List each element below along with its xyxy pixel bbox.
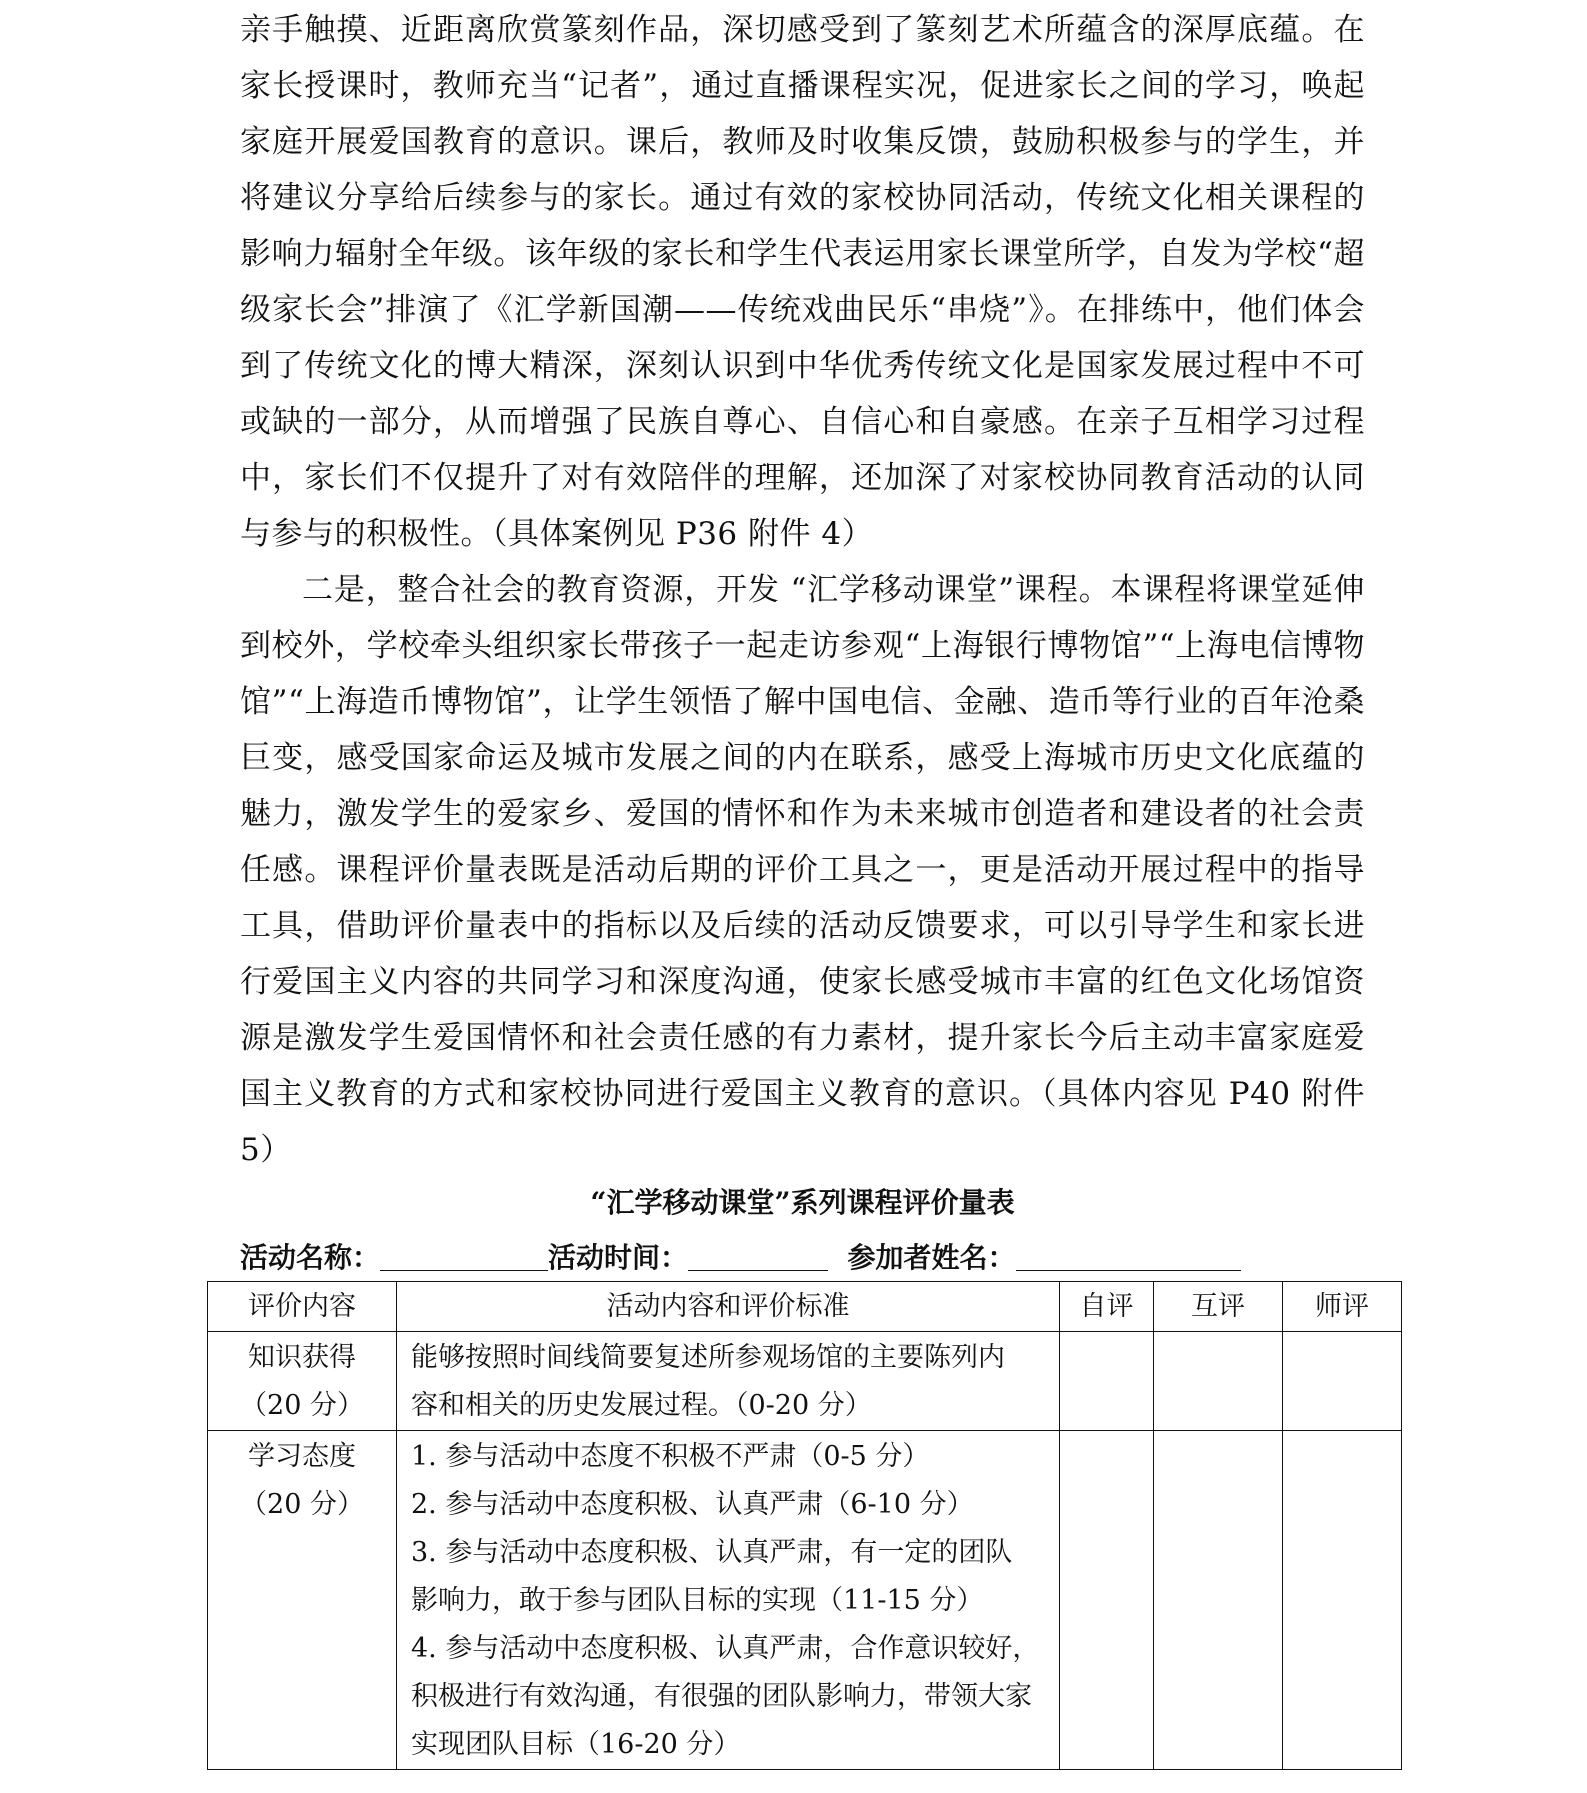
standard-line: 2. 参与活动中态度积极、认真严肃（6-10 分） <box>411 1489 974 1520</box>
table-row <box>208 1332 1402 1431</box>
criterion-name: 知识获得 <box>248 1342 356 1373</box>
criterion-name: 学习态度 <box>248 1441 356 1472</box>
activity-time-label: 活动时间： <box>548 1241 689 1274</box>
standard-line: 能够按照时间线简要复述所参观场馆的主要陈列内 <box>411 1342 1005 1373</box>
peer-score-cell[interactable] <box>1154 1332 1283 1431</box>
teacher-score-cell[interactable] <box>1283 1431 1402 1770</box>
evaluation-table <box>207 1281 1402 1770</box>
form-fields-line <box>240 1238 1365 1278</box>
criterion-cell <box>208 1332 397 1431</box>
standard-line: 1. 参与活动中态度不积极不严肃（0-5 分） <box>411 1441 930 1472</box>
standard-line: 实现团队目标（16-20 分） <box>411 1729 741 1760</box>
standard-line: 4. 参与活动中态度积极、认真严肃，合作意识较好， <box>411 1633 1040 1664</box>
criterion-points: （20 分） <box>240 1390 364 1421</box>
table-title: “汇学移动课堂”系列课程评价量表 <box>590 1186 1015 1219</box>
activity-time-blank <box>688 1240 828 1271</box>
teacher-score-cell[interactable] <box>1283 1332 1402 1431</box>
standard-line: 3. 参与活动中态度积极、认真严肃，有一定的团队 <box>411 1537 1013 1568</box>
header-self: 自评 <box>1060 1282 1154 1332</box>
table-header-row <box>208 1282 1402 1332</box>
header-content: 评价内容 <box>208 1282 397 1332</box>
table-row <box>208 1431 1402 1770</box>
standard-line: 容和相关的历史发展过程。（0-20 分） <box>411 1390 872 1421</box>
paragraph-mobile-classroom: 二是，整合社会的教育资源，开发 “汇学移动课堂”课程。本课程将课堂延伸到校外，学校牵头组织家长带孩子一起走访参观“上海银行博物馆”“上海电信博物馆”“上海造币博物馆”，让学生领悟了解中国电信、金融、造币等行业的百年沧桑巨变，感受国家命运及城市发展之间的内在联系，感受上海城市历史文化底蕴的魅力，激发学生的爱家乡、爱国的情怀和作为未来城市创造者和建设者的社会责任感。课程评价量表既是活动后期的评价工具之一，更是活动开展过程中的指导工具，借助评价量表中的指标以及后续的活动反馈要求，可以引导学生和家长进行爱国主义内容的共同学习和深度沟通，使家长感受城市丰富的红色文化场馆资源是激发学生爱国情怀和社会责任感的有力素材，提升家长今后主动丰富家庭爱国主义教育的方式和家校协同进行爱国主义教育的意识。（具体内容见 P40 附件 5） <box>240 572 1365 1168</box>
body-text <box>240 2 1365 1178</box>
header-peer: 互评 <box>1154 1282 1283 1332</box>
standard-cell <box>397 1431 1060 1770</box>
self-score-cell[interactable] <box>1060 1332 1154 1431</box>
paragraph-continued: 亲手触摸、近距离欣赏篆刻作品，深切感受到了篆刻艺术所蕴含的深厚底蕴。在家长授课时，教师充当“记者”，通过直播课程实况，促进家长之间的学习，唤起家庭开展爱国教育的意识。课后，教师及时收集反馈，鼓励积极参与的学生，并将建议分享给后续参与的家长。通过有效的家校协同活动，传统文化相关课程的影响力辐射全年级。该年级的家长和学生代表运用家长课堂所学，自发为学校“超级家长会”排演了《汇学新国潮——传统戏曲民乐“串烧”》。在排练中，他们体会到了传统文化的博大精深，深刻认识到中华优秀传统文化是国家发展过程中不可或缺的一部分，从而增强了民族自尊心、自信心和自豪感。在亲子互相学习过程中，家长们不仅提升了对有效陪伴的理解，还加深了对家校协同教育活动的认同与参与的积极性。（具体案例见 P36 附件 4） <box>240 12 1365 552</box>
standard-cell <box>397 1332 1060 1431</box>
header-standard: 活动内容和评价标准 <box>397 1282 1060 1332</box>
header-teacher: 师评 <box>1283 1282 1402 1332</box>
standard-line: 影响力，敢于参与团队目标的实现（11-15 分） <box>411 1585 984 1616</box>
participant-label: 参加者姓名： <box>847 1241 1016 1274</box>
standard-line: 积极进行有效沟通，有很强的团队影响力，带领大家 <box>411 1681 1032 1712</box>
participant-blank <box>1016 1240 1241 1271</box>
criterion-cell <box>208 1431 397 1770</box>
activity-name-blank <box>380 1240 548 1271</box>
self-score-cell[interactable] <box>1060 1431 1154 1770</box>
peer-score-cell[interactable] <box>1154 1431 1283 1770</box>
criterion-points: （20 分） <box>240 1489 364 1520</box>
activity-name-label: 活动名称： <box>240 1241 381 1274</box>
